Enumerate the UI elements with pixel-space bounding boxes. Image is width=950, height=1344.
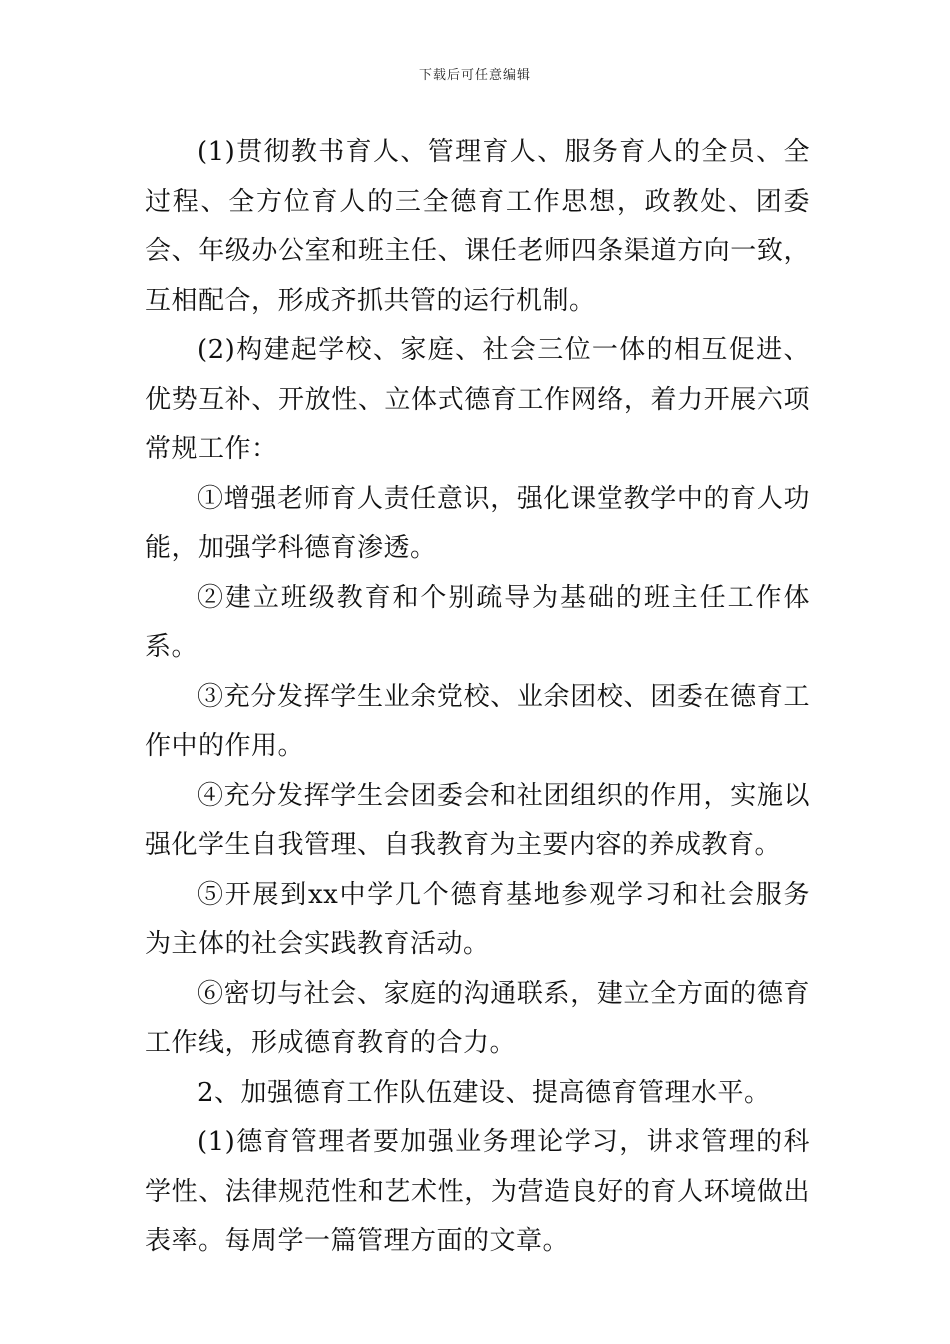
paragraph-8: ⑥密切与社会、家庭的沟通联系，建立全方面的德育工作线，形成德育教育的合力。 bbox=[145, 978, 810, 1058]
paragraph-2: (2)构建起学校、家庭、社会三位一体的相互促进、优势互补、开放性、立体式德育工作网络，着力开展六项常规工作： bbox=[145, 335, 810, 464]
paragraph-10: (1)德育管理者要加强业务理论学习，讲求管理的科学性、法律规范性和艺术性，为营造良好的育人环境做出表率。每周学一篇管理方面的文章。 bbox=[145, 1127, 810, 1256]
document-body bbox=[145, 128, 810, 1267]
paragraph-3: ①增强老师育人责任意识，强化课堂教学中的育人功能，加强学科德育渗透。 bbox=[145, 483, 810, 563]
paragraph-6: ④充分发挥学生会团委会和社团组织的作用，实施以强化学生自我管理、自我教育为主要内容的养成教育。 bbox=[145, 780, 810, 860]
page-header: 下载后可任意编辑 bbox=[418, 68, 531, 83]
paragraph-1: (1)贯彻教书育人、管理育人、服务育人的全员、全过程、全方位育人的三全德育工作思想，政教处、团委会、年级办公室和班主任、课任老师四条渠道方向一致，互相配合，形成齐抓共管的运行机制。 bbox=[145, 137, 810, 316]
paragraph-4: ②建立班级教育和个别疏导为基础的班主任工作体系。 bbox=[145, 582, 810, 662]
paragraph-7: ⑤开展到xx中学几个德育基地参观学习和社会服务为主体的社会实践教育活动。 bbox=[145, 879, 810, 959]
paragraph-5: ③充分发挥学生业余党校、业余团校、团委在德育工作中的作用。 bbox=[145, 681, 810, 761]
paragraph-9: 2、加强德育工作队伍建设、提高德育管理水平。 bbox=[197, 1077, 771, 1108]
